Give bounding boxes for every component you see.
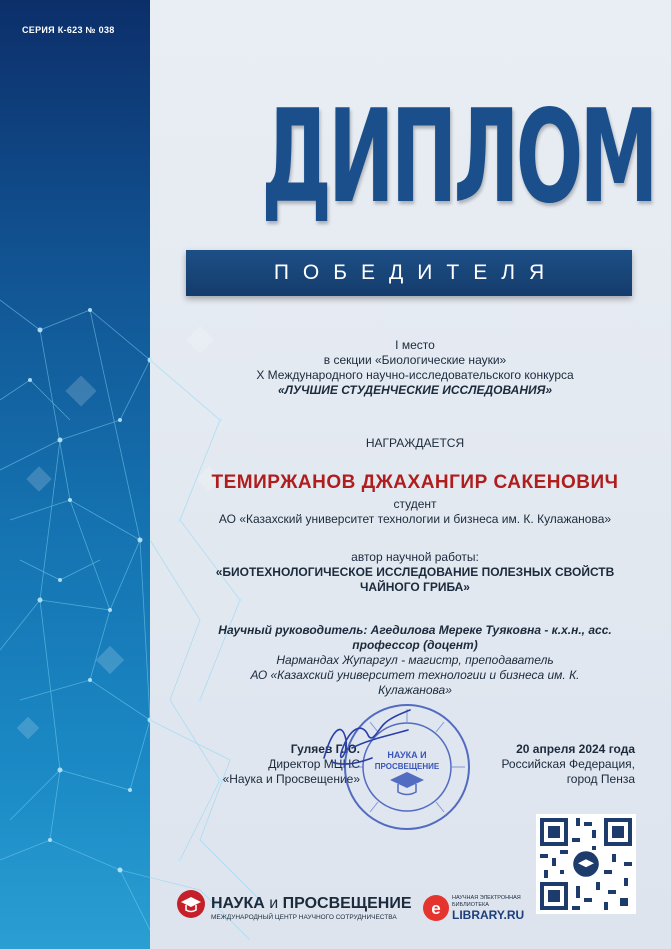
issued-block [455, 742, 635, 787]
award-contest-name: «ЛУЧШИЕ СТУДЕНЧЕСКИЕ ИССЛЕДОВАНИЯ» [277, 383, 553, 397]
seal-line2: ПРОСВЕЩЕНИЕ [374, 762, 440, 771]
diploma-subtitle: ПОБЕДИТЕЛЯ [273, 261, 559, 284]
supervisor-line2: профессор (доцент) [352, 638, 478, 652]
subtitle-bar [186, 250, 632, 296]
work-title-line2: ЧАЙНОГО ГРИБА» [360, 580, 470, 594]
logo-name-a: НАУКА [211, 895, 265, 912]
recipient-name: ТЕМИРЖАНОВ ДЖАХАНГИР САКЕНОВИЧ [211, 472, 619, 493]
svg-text:e: e [431, 899, 441, 918]
elibrary-small1: НАУЧНАЯ ЭЛЕКТРОННАЯ [452, 895, 521, 901]
supervisor-line5: Кулажанова» [378, 683, 452, 697]
award-section: в секции «Биологические науки» [323, 353, 507, 367]
elibrary-logo [422, 886, 532, 926]
logo-tagline: МЕЖДУНАРОДНЫЙ ЦЕНТР НАУЧНОГО СОТРУДНИЧЕСТВА [211, 914, 397, 921]
series-number: СЕРИЯ К-623 № 038 [22, 25, 115, 35]
qr-code[interactable] [536, 814, 636, 914]
nauka-logo [175, 886, 415, 926]
signatory-name: Гуляев Г.Ю. [290, 742, 360, 756]
issued-city: город Пенза [566, 772, 635, 786]
work-title-line1: «БИОТЕХНОЛОГИЧЕСКОЕ ИССЛЕДОВАНИЕ ПОЛЕЗНЫХ СВОЙСТВ [215, 565, 615, 579]
supervisor-line4: АО «Казахский университет технологии и бизнеса им. К. [250, 668, 580, 682]
recipient-block [170, 497, 660, 527]
award-block [170, 338, 660, 398]
work-block [170, 550, 660, 595]
diploma-title: ДИПЛОМ [261, 83, 655, 232]
recipient-org: АО «Казахский университет технологии и бизнеса им. К. Кулажанова» [218, 512, 612, 526]
logo-name-b: и [264, 895, 283, 912]
issued-date: 20 апреля 2024 года [516, 742, 635, 756]
awarded-label: НАГРАЖДАЕТСЯ [365, 436, 465, 450]
signatory-position: Директор МЦНС [268, 757, 360, 771]
recipient-role: студент [393, 497, 437, 511]
supervisor-line1: Научный руководитель: Агедилова Мереке Туяковна - к.х.н., асс. [218, 623, 612, 637]
elibrary-small2: БИБЛИОТЕКА [452, 902, 489, 908]
award-place: I место [395, 338, 435, 352]
supervisor-block [170, 623, 660, 698]
issued-country: Российская Федерация, [501, 757, 635, 771]
handwritten-signature [312, 700, 422, 780]
signatory-org: «Наука и Просвещение» [222, 772, 360, 786]
elibrary-name: LIBRARY.RU [452, 908, 525, 922]
supervisor-line3: Нармандах Жупаргул - магистр, преподаватель [276, 653, 554, 667]
work-label: автор научной работы: [351, 550, 479, 564]
award-contest: X Международного научно-исследовательского конкурса [256, 368, 574, 382]
seal-line1: НАУКА И [387, 750, 427, 760]
svg-text:НАУКА и ПРОСВЕЩЕНИЕ [211, 895, 412, 912]
logo-name-c: ПРОСВЕЩЕНИЕ [282, 895, 412, 912]
